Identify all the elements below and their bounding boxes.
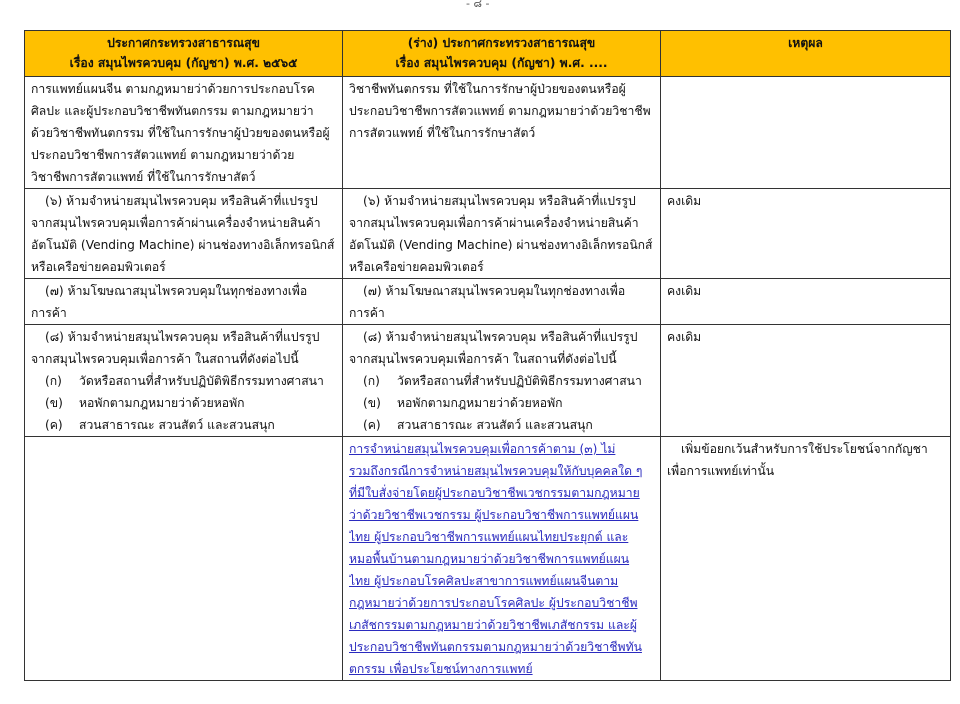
text-line: การค้า xyxy=(31,306,67,320)
header-line: (ร่าง) ประกาศกระทรวงสาธารณสุข xyxy=(407,36,596,50)
current-text-cell xyxy=(25,325,343,437)
added-text-line: ไทย ผู้ประกอบวิชาชีพการแพทย์แผนไทยประยุกต์ และ xyxy=(349,530,629,544)
list-item xyxy=(31,392,336,414)
list-item xyxy=(349,392,654,414)
text-line: (๖) ห้ามจำหน่ายสมุนไพรควบคุม หรือสินค้าที่แปรรูป xyxy=(363,194,636,208)
list-item-text: สวนสาธารณะ สวนสัตว์ และสวนสนุก xyxy=(79,418,275,432)
table-row xyxy=(25,77,951,189)
text-line: (๗) ห้ามโฆษณาสมุนไพรควบคุมในทุกช่องทางเพื่อ xyxy=(363,284,626,298)
table-header-row xyxy=(25,31,951,77)
table-row xyxy=(25,325,951,437)
text-line: หรือเครือข่ายคอมพิวเตอร์ xyxy=(31,260,166,274)
reason-line: เพิ่มข้อยกเว้นสำหรับการใช้ประโยชน์จากกัญชา xyxy=(681,442,928,456)
list-marker: (ค) xyxy=(45,418,63,432)
list-item xyxy=(349,414,654,436)
page-number: - ๘ - xyxy=(466,0,490,10)
reason-cell xyxy=(661,437,951,681)
added-text-line: การจำหน่ายสมุนไพรควบคุมเพื่อการค้าตาม (๓) ไม่ xyxy=(349,442,616,456)
text-line: จากสมุนไพรควบคุมเพื่อการค้า ในสถานที่ดังต่อไปนี้ xyxy=(349,352,617,366)
text-line: จากสมุนไพรควบคุมเพื่อการค้าผ่านเครื่องจำหน่ายสินค้า xyxy=(31,216,321,230)
added-text-line: ที่มีใบสั่งจ่ายโดยผู้ประกอบวิชาชีพเวชกรรมตามกฎหมาย xyxy=(349,486,640,500)
text-line: วิชาชีพการสัตวแพทย์ ที่ใช้ในการรักษาสัตว์ xyxy=(31,170,256,184)
reason-line: เพื่อการแพทย์เท่านั้น xyxy=(667,464,775,478)
header-reason: เหตุผล xyxy=(661,31,951,77)
text-line: ด้วยวิชาชีพทันตกรรม ที่ใช้ในการรักษาผู้ป่วยของตนหรือผู้ xyxy=(31,126,330,140)
draft-text-cell xyxy=(343,77,661,189)
list-item-text: สวนสาธารณะ สวนสัตว์ และสวนสนุก xyxy=(397,418,593,432)
list-item xyxy=(31,370,336,392)
text-line: (๘) ห้ามจำหน่ายสมุนไพรควบคุม หรือสินค้าที่แปรรูป xyxy=(45,330,320,344)
added-text-line: ตกรรม เพื่อประโยชน์ทางการแพทย์ xyxy=(349,662,533,676)
added-text-line: ไทย ผู้ประกอบโรคศิลปะสาขาการแพทย์แผนจีนตาม xyxy=(349,574,619,588)
list-item xyxy=(349,370,654,392)
text-line: อัตโนมัติ (Vending Machine) ผ่านช่องทางอิเล็กทรอนิกส์ xyxy=(31,238,335,252)
current-text-cell xyxy=(25,77,343,189)
table-row xyxy=(25,279,951,325)
added-text-line: หมอพื้นบ้านตามกฎหมายว่าด้วยวิชาชีพการแพทย์แผน xyxy=(349,552,630,566)
draft-text-cell xyxy=(343,279,661,325)
table-row xyxy=(25,189,951,279)
list-marker: (ข) xyxy=(45,396,63,410)
list-marker: (ก) xyxy=(45,374,62,388)
text-line: (๘) ห้ามจำหน่ายสมุนไพรควบคุม หรือสินค้าที่แปรรูป xyxy=(363,330,638,344)
list-item xyxy=(31,414,336,436)
text-line: การสัตวแพทย์ ที่ใช้ในการรักษาสัตว์ xyxy=(349,126,536,140)
added-text-line: ว่าด้วยวิชาชีพเวชกรรม ผู้ประกอบวิชาชีพการแพทย์แผน xyxy=(349,508,639,522)
text-line: อัตโนมัติ (Vending Machine) ผ่านช่องทางอิเล็กทรอนิกส์ xyxy=(349,238,653,252)
list-marker: (ก) xyxy=(363,374,380,388)
added-text-line: เภสัชกรรมตามกฎหมายว่าด้วยวิชาชีพเภสัชกรรม และผู้ xyxy=(349,618,637,632)
table-row xyxy=(25,437,951,681)
list-item-text: วัดหรือสถานที่สำหรับปฏิบัติพิธีกรรมทางศาสนา xyxy=(397,374,642,388)
reason-cell: คงเดิม xyxy=(661,279,951,325)
text-line: การแพทย์แผนจีน ตามกฎหมายว่าด้วยการประกอบโรค xyxy=(31,82,315,96)
added-text-line: ประกอบวิชาชีพทันตกรรมตามกฎหมายว่าด้วยวิชาชีพทัน xyxy=(349,640,642,654)
reason-cell: คงเดิม xyxy=(661,189,951,279)
reason-cell xyxy=(661,77,951,189)
list-item-text: หอพักตามกฎหมายว่าด้วยหอพัก xyxy=(79,396,245,410)
reason-cell: คงเดิม xyxy=(661,325,951,437)
text-line: (๖) ห้ามจำหน่ายสมุนไพรควบคุม หรือสินค้าที่แปรรูป xyxy=(45,194,318,208)
current-text-cell xyxy=(25,189,343,279)
added-text-line: กฎหมายว่าด้วยการประกอบโรคศิลปะ ผู้ประกอบวิชาชีพ xyxy=(349,596,638,610)
draft-text-cell xyxy=(343,325,661,437)
header-current-regulation xyxy=(25,31,343,77)
list-item-text: หอพักตามกฎหมายว่าด้วยหอพัก xyxy=(397,396,563,410)
text-line: จากสมุนไพรควบคุมเพื่อการค้า ในสถานที่ดังต่อไปนี้ xyxy=(31,352,299,366)
text-line: หรือเครือข่ายคอมพิวเตอร์ xyxy=(349,260,484,274)
draft-added-text-cell xyxy=(343,437,661,681)
header-line: ประกาศกระทรวงสาธารณสุข xyxy=(107,36,260,50)
header-line: เรื่อง สมุนไพรควบคุม (กัญชา) พ.ศ. .... xyxy=(395,56,608,70)
comparison-table xyxy=(24,30,951,681)
current-text-cell-empty xyxy=(25,437,343,681)
text-line: วิชาชีพทันตกรรม ที่ใช้ในการรักษาผู้ป่วยของตนหรือผู้ xyxy=(349,82,626,96)
text-line: (๗) ห้ามโฆษณาสมุนไพรควบคุมในทุกช่องทางเพื่อ xyxy=(45,284,308,298)
list-marker: (ข) xyxy=(363,396,381,410)
added-text-line: รวมถึงกรณีการจำหน่ายสมุนไพรควบคุมให้กับบุคคลใด ๆ xyxy=(349,464,643,478)
draft-text-cell xyxy=(343,189,661,279)
text-line: การค้า xyxy=(349,306,385,320)
header-line: เรื่อง สมุนไพรควบคุม (กัญชา) พ.ศ. ๒๕๖๕ xyxy=(69,56,298,70)
list-marker: (ค) xyxy=(363,418,381,432)
list-item-text: วัดหรือสถานที่สำหรับปฏิบัติพิธีกรรมทางศาสนา xyxy=(79,374,324,388)
text-line: ประกอบวิชาชีพการสัตวแพทย์ ตามกฎหมายว่าด้วย xyxy=(31,148,295,162)
text-line: ศิลปะ และผู้ประกอบวิชาชีพทันตกรรม ตามกฎหมายว่า xyxy=(31,104,314,118)
header-draft-regulation xyxy=(343,31,661,77)
current-text-cell xyxy=(25,279,343,325)
text-line: จากสมุนไพรควบคุมเพื่อการค้าผ่านเครื่องจำหน่ายสินค้า xyxy=(349,216,639,230)
text-line: ประกอบวิชาชีพการสัตวแพทย์ ตามกฎหมายว่าด้วยวิชาชีพ xyxy=(349,104,651,118)
